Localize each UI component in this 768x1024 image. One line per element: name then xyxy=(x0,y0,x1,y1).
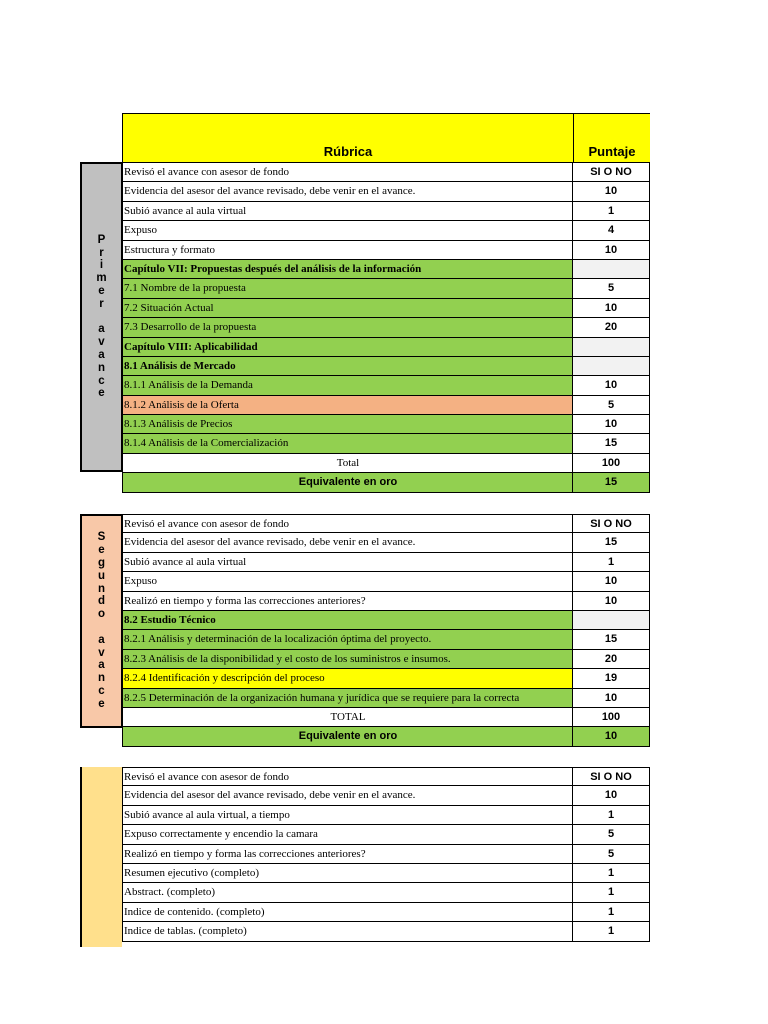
score: 5 xyxy=(573,396,650,414)
score: 5 xyxy=(573,825,650,843)
score: 1 xyxy=(573,202,650,220)
table-row xyxy=(122,630,650,649)
criterion: Subió avance al aula virtual xyxy=(122,202,573,220)
table-row xyxy=(122,689,650,708)
total-row xyxy=(122,708,650,727)
score: 1 xyxy=(573,883,650,901)
score: 15 xyxy=(573,434,650,452)
table-row xyxy=(122,376,650,395)
table-row xyxy=(122,202,650,221)
score: 1 xyxy=(573,903,650,921)
table-row xyxy=(122,318,650,337)
score: 5 xyxy=(573,279,650,297)
table-row xyxy=(122,767,650,786)
score: 20 xyxy=(573,318,650,336)
equivalente-row xyxy=(122,473,650,492)
table-row xyxy=(122,182,650,201)
table-row xyxy=(122,572,650,591)
table-row xyxy=(122,163,650,182)
criterion: 8.1 Análisis de Mercado xyxy=(122,357,573,375)
table-row xyxy=(122,903,650,922)
score: 1 xyxy=(573,806,650,824)
total-row xyxy=(122,454,650,473)
criterion: 8.1.2 Análisis de la Oferta xyxy=(122,396,573,414)
criterion: Evidencia del asesor del avance revisado, debe venir en el avance. xyxy=(122,533,573,551)
criterion: Realizó en tiempo y forma las correcciones anteriores? xyxy=(122,845,573,863)
segundo-avance-label: S e g u n d o a v a n c e xyxy=(80,514,122,728)
equivalente-score: 10 xyxy=(573,727,650,745)
criterion: Indice de tablas. (completo) xyxy=(122,922,573,940)
table-row xyxy=(122,396,650,415)
criterion: 8.2.5 Determinación de la organización humana y jurídica que se requiere para la correcta xyxy=(122,689,573,707)
score: 10 xyxy=(573,689,650,707)
criterion: 8.2.3 Análisis de la disponibilidad y el costo de los suministros e insumos. xyxy=(122,650,573,668)
table-row xyxy=(122,533,650,552)
criterion: Expuso xyxy=(122,221,573,239)
table-row xyxy=(122,864,650,883)
score xyxy=(573,338,650,356)
criterion: Estructura y formato xyxy=(122,241,573,259)
table-row xyxy=(122,299,650,318)
table-row xyxy=(122,279,650,298)
criterion: Revisó el avance con asesor de fondo xyxy=(122,515,573,532)
equivalente-row xyxy=(122,727,650,746)
puntaje-header: Puntaje xyxy=(573,113,650,163)
score: 1 xyxy=(573,553,650,571)
score: 10 xyxy=(573,182,650,200)
criterion: 7.3 Desarrollo de la propuesta xyxy=(122,318,573,336)
criterion: 8.2 Estudio Técnico xyxy=(122,611,573,629)
total-label: Total xyxy=(122,454,573,472)
criterion: Capítulo VII: Propuestas después del análisis de la información xyxy=(122,260,573,278)
score: SI O NO xyxy=(573,515,650,532)
score: 10 xyxy=(573,299,650,317)
table-row xyxy=(122,592,650,611)
total-label: TOTAL xyxy=(122,708,573,726)
criterion: Realizó en tiempo y forma las correcciones anteriores? xyxy=(122,592,573,610)
chapter-row xyxy=(122,611,650,630)
criterion: 8.2.4 Identificación y descripción del proceso xyxy=(122,669,573,687)
chapter-row xyxy=(122,338,650,357)
score: SI O NO xyxy=(573,163,650,181)
criterion: 7.1 Nombre de la propuesta xyxy=(122,279,573,297)
criterion: Subió avance al aula virtual, a tiempo xyxy=(122,806,573,824)
table-row xyxy=(122,553,650,572)
table-row xyxy=(122,514,650,533)
table-row xyxy=(122,221,650,240)
score: 15 xyxy=(573,533,650,551)
score: 20 xyxy=(573,650,650,668)
criterion: Capítulo VIII: Aplicabilidad xyxy=(122,338,573,356)
score xyxy=(573,611,650,629)
tercer-avance-label xyxy=(80,767,122,947)
table-row xyxy=(122,434,650,453)
criterion: Evidencia del asesor del avance revisado, debe venir en el avance. xyxy=(122,182,573,200)
criterion: Evidencia del asesor del avance revisado, debe venir en el avance. xyxy=(122,786,573,804)
total-score: 100 xyxy=(573,454,650,472)
criterion: 8.1.3 Análisis de Precios xyxy=(122,415,573,433)
table-row xyxy=(122,806,650,825)
chapter-row xyxy=(122,260,650,279)
equivalente-label: Equivalente en oro xyxy=(122,473,573,491)
score xyxy=(573,260,650,278)
score: 15 xyxy=(573,630,650,648)
chapter-row xyxy=(122,357,650,376)
equivalente-score: 15 xyxy=(573,473,650,491)
total-score: 100 xyxy=(573,708,650,726)
table-row xyxy=(122,786,650,805)
score xyxy=(573,357,650,375)
equivalente-label: Equivalente en oro xyxy=(122,727,573,745)
table-row xyxy=(122,922,650,941)
score: 10 xyxy=(573,572,650,590)
criterion: 8.1.1 Análisis de la Demanda xyxy=(122,376,573,394)
table-row xyxy=(122,825,650,844)
criterion: 8.2.1 Análisis y determinación de la localización óptima del proyecto. xyxy=(122,630,573,648)
criterion: Revisó el avance con asesor de fondo xyxy=(122,768,573,785)
score: 4 xyxy=(573,221,650,239)
criterion: 8.1.4 Análisis de la Comercialización xyxy=(122,434,573,452)
criterion: Abstract. (completo) xyxy=(122,883,573,901)
criterion: Indice de contenido. (completo) xyxy=(122,903,573,921)
score: 1 xyxy=(573,864,650,882)
table-row xyxy=(122,415,650,434)
score: 1 xyxy=(573,922,650,940)
table-row xyxy=(122,650,650,669)
tercer-avance-table xyxy=(122,767,650,942)
score: 10 xyxy=(573,592,650,610)
criterion: Expuso xyxy=(122,572,573,590)
criterion: Subió avance al aula virtual xyxy=(122,553,573,571)
criterion: 7.2 Situación Actual xyxy=(122,299,573,317)
score: 10 xyxy=(573,415,650,433)
score: 10 xyxy=(573,786,650,804)
score: 19 xyxy=(573,669,650,687)
table-row xyxy=(122,845,650,864)
score: SI O NO xyxy=(573,768,650,785)
criterion: Expuso correctamente y encendio la camara xyxy=(122,825,573,843)
score: 10 xyxy=(573,376,650,394)
table-row xyxy=(122,669,650,688)
criterion: Resumen ejecutivo (completo) xyxy=(122,864,573,882)
table-row xyxy=(122,241,650,260)
segundo-avance-table xyxy=(122,514,650,747)
rubrica-header: Rúbrica xyxy=(122,113,574,163)
table-row xyxy=(122,883,650,902)
primer-avance-label: P r i m e r a v a n c e xyxy=(80,162,122,472)
criterion: Revisó el avance con asesor de fondo xyxy=(122,163,573,181)
score: 5 xyxy=(573,845,650,863)
score: 10 xyxy=(573,241,650,259)
primer-avance-table xyxy=(122,163,650,493)
